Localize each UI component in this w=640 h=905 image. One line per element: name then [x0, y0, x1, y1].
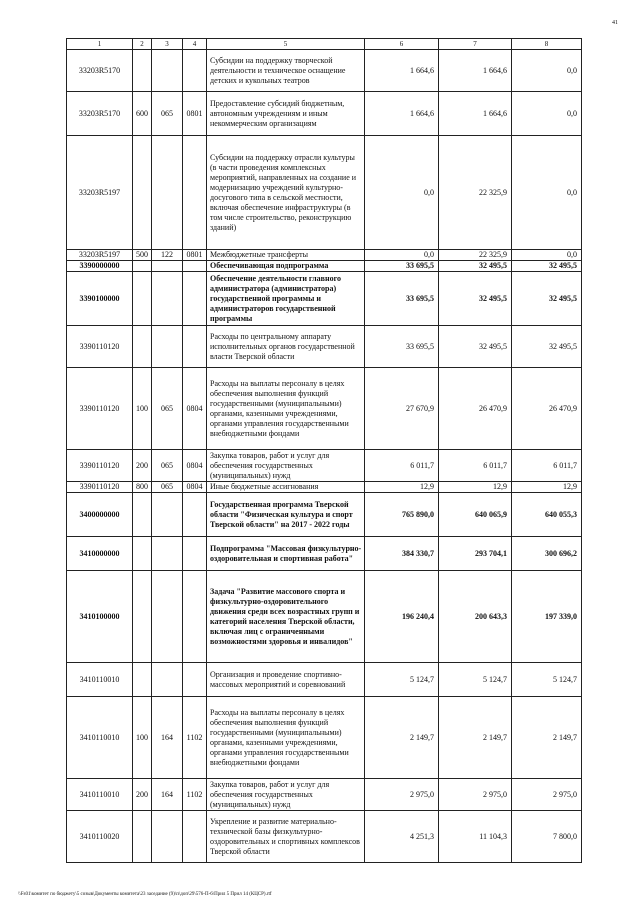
section-code-cell	[183, 811, 207, 863]
department-code-cell	[152, 663, 183, 697]
expense-type-cell	[133, 571, 152, 663]
budget-code-cell: 33203R5170	[67, 92, 133, 136]
amount-cell: 6 011,7	[439, 450, 512, 482]
section-code-cell	[183, 493, 207, 537]
amount-cell: 22 325,9	[439, 136, 512, 250]
amount-cell: 0,0	[512, 92, 582, 136]
department-code-cell: 065	[152, 92, 183, 136]
amount-cell: 197 339,0	[512, 571, 582, 663]
amount-cell: 5 124,7	[512, 663, 582, 697]
section-code-cell: 0804	[183, 450, 207, 482]
department-code-cell	[152, 136, 183, 250]
budget-code-cell: 3390100000	[67, 272, 133, 326]
department-code-cell	[152, 261, 183, 272]
amount-cell: 2 149,7	[365, 697, 439, 779]
department-code-cell	[152, 537, 183, 571]
amount-cell: 7 800,0	[512, 811, 582, 863]
amount-cell: 32 495,5	[439, 261, 512, 272]
table-row	[67, 272, 582, 326]
budget-code-cell: 3410110020	[67, 811, 133, 863]
description-cell: Организация и проведение спортивно-массовых мероприятий и соревнований	[207, 663, 365, 697]
description-cell: Обеспечение деятельности главного администратора (администратора) государственной программы и администраторов государственной программы	[207, 272, 365, 326]
budget-code-cell: 33203R5197	[67, 250, 133, 261]
amount-cell: 1 664,6	[365, 50, 439, 92]
amount-cell: 33 695,5	[365, 326, 439, 368]
section-code-cell: 0804	[183, 368, 207, 450]
table-row	[67, 571, 582, 663]
department-code-cell	[152, 272, 183, 326]
expense-type-cell: 500	[133, 250, 152, 261]
amount-cell: 12,9	[439, 482, 512, 493]
table-row	[67, 482, 582, 493]
table-row	[67, 92, 582, 136]
budget-code-cell: 3390110120	[67, 326, 133, 368]
department-code-cell	[152, 493, 183, 537]
amount-cell: 300 696,2	[512, 537, 582, 571]
description-cell: Государственная программа Тверской области "Физическая культура и спорт Тверской области" на 2017 - 2022 годы	[207, 493, 365, 537]
budget-code-cell: 3390110120	[67, 450, 133, 482]
amount-cell: 32 495,5	[512, 326, 582, 368]
column-number-row	[67, 39, 582, 50]
table-row	[67, 663, 582, 697]
budget-code-cell: 33203R5197	[67, 136, 133, 250]
expense-type-cell: 800	[133, 482, 152, 493]
amount-cell: 2 975,0	[439, 779, 512, 811]
section-code-cell	[183, 326, 207, 368]
department-code-cell: 065	[152, 450, 183, 482]
section-code-cell: 0804	[183, 482, 207, 493]
expense-type-cell	[133, 326, 152, 368]
department-code-cell: 065	[152, 482, 183, 493]
description-cell: Иные бюджетные ассигнования	[207, 482, 365, 493]
section-code-cell	[183, 136, 207, 250]
column-header: 1	[67, 39, 133, 50]
table-row	[67, 136, 582, 250]
section-code-cell: 0801	[183, 92, 207, 136]
table-body	[67, 39, 582, 863]
amount-cell: 33 695,5	[365, 272, 439, 326]
department-code-cell	[152, 571, 183, 663]
budget-code-cell: 3390110120	[67, 368, 133, 450]
table-row	[67, 450, 582, 482]
column-header: 7	[439, 39, 512, 50]
department-code-cell: 122	[152, 250, 183, 261]
section-code-cell	[183, 663, 207, 697]
table-row	[67, 261, 582, 272]
amount-cell: 33 695,5	[365, 261, 439, 272]
page-number: 41	[612, 20, 618, 26]
description-cell: Предоставление субсидий бюджетным, автономным учреждениям и иным некоммерческим организациям	[207, 92, 365, 136]
amount-cell: 640 055,3	[512, 493, 582, 537]
budget-code-cell: 33203R5170	[67, 50, 133, 92]
amount-cell: 1 664,6	[439, 50, 512, 92]
department-code-cell	[152, 326, 183, 368]
department-code-cell: 164	[152, 697, 183, 779]
column-header: 6	[365, 39, 439, 50]
table-row	[67, 537, 582, 571]
budget-code-cell: 3390000000	[67, 261, 133, 272]
amount-cell: 1 664,6	[365, 92, 439, 136]
expense-type-cell: 200	[133, 450, 152, 482]
amount-cell: 32 495,5	[512, 261, 582, 272]
description-cell: Субсидии на поддержку отрасли культуры (в части проведения комплексных мероприятий, направленных на создание и модернизацию учреждений культурно-досугового типа в сельской местности, включая обеспечение инфраструктуры (в том числе строительство, реконструкцию зданий)	[207, 136, 365, 250]
amount-cell: 0,0	[512, 136, 582, 250]
amount-cell: 196 240,4	[365, 571, 439, 663]
amount-cell: 4 251,3	[365, 811, 439, 863]
expense-type-cell: 600	[133, 92, 152, 136]
amount-cell: 5 124,7	[439, 663, 512, 697]
amount-cell: 0,0	[512, 50, 582, 92]
table-row	[67, 50, 582, 92]
column-header: 8	[512, 39, 582, 50]
budget-code-cell: 3410000000	[67, 537, 133, 571]
amount-cell: 5 124,7	[365, 663, 439, 697]
description-cell: Обеспечивающая подпрограмма	[207, 261, 365, 272]
amount-cell: 765 890,0	[365, 493, 439, 537]
section-code-cell	[183, 50, 207, 92]
expense-type-cell	[133, 663, 152, 697]
amount-cell: 12,9	[365, 482, 439, 493]
description-cell: Закупка товаров, работ и услуг для обеспечения государственных (муниципальных) нужд	[207, 450, 365, 482]
amount-cell: 2 975,0	[512, 779, 582, 811]
column-header: 5	[207, 39, 365, 50]
amount-cell: 2 149,7	[512, 697, 582, 779]
file-path-footer: \\Fs01\комитет по бюджету\5 созыв\Документы комитета\23 заседание (9)\п\доп\29\576-П-6\Прил 5 Прил 14 (КЦСР).rtf	[18, 892, 272, 897]
budget-code-cell: 3410110010	[67, 697, 133, 779]
amount-cell: 26 470,9	[512, 368, 582, 450]
amount-cell: 2 975,0	[365, 779, 439, 811]
amount-cell: 0,0	[512, 250, 582, 261]
budget-code-cell: 3410110010	[67, 663, 133, 697]
table-row	[67, 779, 582, 811]
section-code-cell	[183, 272, 207, 326]
section-code-cell: 1102	[183, 779, 207, 811]
expense-type-cell	[133, 537, 152, 571]
amount-cell: 12,9	[512, 482, 582, 493]
description-cell: Межбюджетные трансферты	[207, 250, 365, 261]
table-row	[67, 811, 582, 863]
amount-cell: 22 325,9	[439, 250, 512, 261]
amount-cell: 32 495,5	[512, 272, 582, 326]
amount-cell: 200 643,3	[439, 571, 512, 663]
amount-cell: 293 704,1	[439, 537, 512, 571]
expense-type-cell	[133, 272, 152, 326]
description-cell: Укрепление и развитие материально-технической базы физкультурно-оздоровительных и спортивных комплексов Тверской области	[207, 811, 365, 863]
budget-code-cell: 3400000000	[67, 493, 133, 537]
description-cell: Подпрограмма "Массовая физкультурно-оздоровительная и спортивная работа"	[207, 537, 365, 571]
budget-code-cell: 3410110010	[67, 779, 133, 811]
amount-cell: 11 104,3	[439, 811, 512, 863]
amount-cell: 27 670,9	[365, 368, 439, 450]
description-cell: Закупка товаров, работ и услуг для обеспечения государственных (муниципальных) нужд	[207, 779, 365, 811]
expense-type-cell	[133, 261, 152, 272]
section-code-cell: 1102	[183, 697, 207, 779]
expense-type-cell	[133, 136, 152, 250]
section-code-cell	[183, 537, 207, 571]
amount-cell: 0,0	[365, 136, 439, 250]
amount-cell: 384 330,7	[365, 537, 439, 571]
budget-table	[66, 38, 582, 863]
table-row	[67, 368, 582, 450]
section-code-cell: 0801	[183, 250, 207, 261]
description-cell: Расходы на выплаты персоналу в целях обеспечения выполнения функций государственными (муниципальными) органами, казенными учреждениями, органами управления государственными внебюджетными фондами	[207, 697, 365, 779]
description-cell: Субсидии на поддержку творческой деятельности и техническое оснащение детских и кукольных театров	[207, 50, 365, 92]
column-header: 3	[152, 39, 183, 50]
amount-cell: 1 664,6	[439, 92, 512, 136]
amount-cell: 2 149,7	[439, 697, 512, 779]
column-header: 4	[183, 39, 207, 50]
amount-cell: 6 011,7	[512, 450, 582, 482]
expense-type-cell: 200	[133, 779, 152, 811]
department-code-cell	[152, 811, 183, 863]
expense-type-cell: 100	[133, 697, 152, 779]
amount-cell: 0,0	[365, 250, 439, 261]
budget-code-cell: 3410100000	[67, 571, 133, 663]
table-row	[67, 697, 582, 779]
amount-cell: 6 011,7	[365, 450, 439, 482]
department-code-cell: 065	[152, 368, 183, 450]
budget-code-cell: 3390110120	[67, 482, 133, 493]
table-row	[67, 493, 582, 537]
section-code-cell	[183, 261, 207, 272]
table-row	[67, 326, 582, 368]
department-code-cell: 164	[152, 779, 183, 811]
description-cell: Расходы на выплаты персоналу в целях обеспечения выполнения функций государственными (муниципальными) органами, казенными учреждениями, органами управления государственными внебюджетными фондами	[207, 368, 365, 450]
table-row	[67, 250, 582, 261]
column-header: 2	[133, 39, 152, 50]
expense-type-cell	[133, 493, 152, 537]
amount-cell: 640 065,9	[439, 493, 512, 537]
department-code-cell	[152, 50, 183, 92]
amount-cell: 26 470,9	[439, 368, 512, 450]
description-cell: Расходы по центральному аппарату исполнительных органов государственной власти Тверской области	[207, 326, 365, 368]
expense-type-cell	[133, 811, 152, 863]
section-code-cell	[183, 571, 207, 663]
amount-cell: 32 495,5	[439, 326, 512, 368]
amount-cell: 32 495,5	[439, 272, 512, 326]
description-cell: Задача "Развитие массового спорта и физкультурно-оздоровительного движения среди всех возрастных групп и категорий населения Тверской области, включая лиц с ограниченными возможностями здоровья и инвалидов"	[207, 571, 365, 663]
expense-type-cell	[133, 50, 152, 92]
expense-type-cell: 100	[133, 368, 152, 450]
